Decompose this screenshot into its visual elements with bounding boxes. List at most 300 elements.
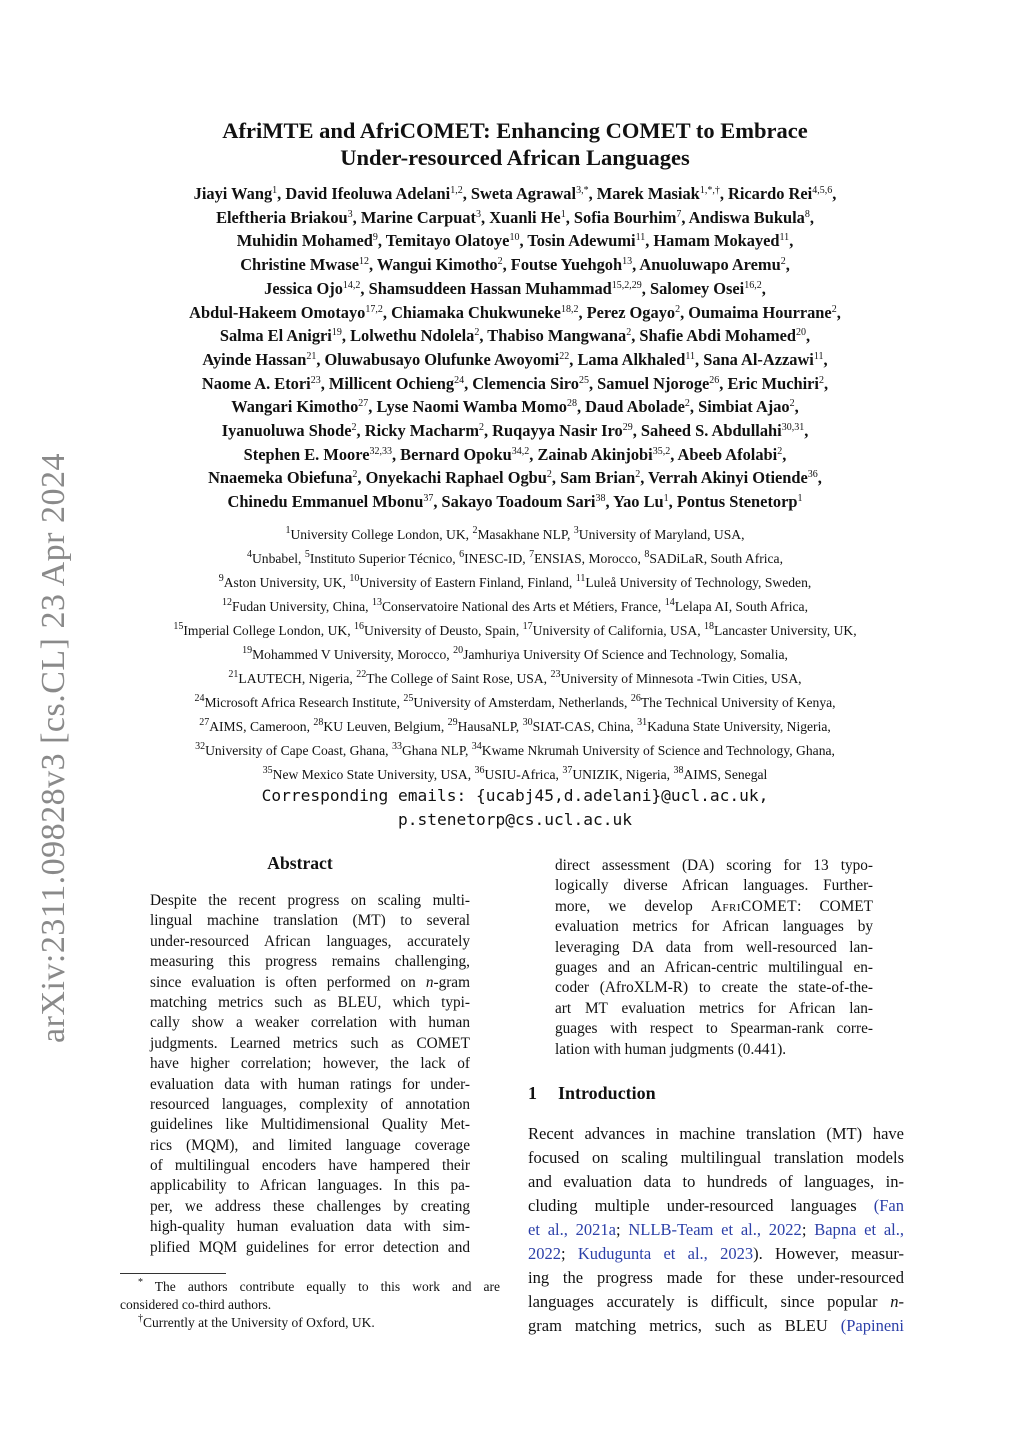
footnotes bbox=[120, 1278, 500, 1332]
abstract-line-text: since evaluation is often performed on bbox=[150, 973, 426, 991]
affiliation-mark: 18,2 bbox=[560, 303, 579, 315]
affiliation-number: 23 bbox=[550, 669, 561, 680]
affiliation-mark: 2 bbox=[831, 303, 837, 315]
author-name: , Simbiat Ajao bbox=[689, 397, 790, 417]
affiliation-mark: 10 bbox=[509, 232, 520, 244]
footnote-2 bbox=[120, 1314, 500, 1332]
author-name: , Sakayo Toadoum Sari bbox=[433, 492, 596, 512]
affiliation-mark: 1,*,† bbox=[699, 185, 720, 196]
affiliation-mark: 9 bbox=[372, 232, 378, 244]
affiliation-number: 30 bbox=[522, 717, 533, 728]
corresponding-emails bbox=[120, 784, 910, 832]
affiliation-number: 26 bbox=[630, 693, 641, 704]
affiliation-mark: 24 bbox=[454, 374, 465, 386]
affiliation-text: Ghana NLP, bbox=[401, 743, 472, 758]
affiliation-mark: 1 bbox=[560, 208, 566, 220]
affiliation-list bbox=[110, 523, 920, 787]
abstract-line: applicability to African languages. In this pa- bbox=[150, 1177, 470, 1195]
affiliation-line bbox=[110, 595, 920, 619]
footnote-mark: † bbox=[138, 1313, 143, 1324]
author-name: , Oluwabusayo Olufunke Awoyomi bbox=[316, 349, 560, 369]
affiliation-number: 35 bbox=[262, 765, 273, 776]
affiliation-text: INESC-ID, bbox=[464, 551, 530, 566]
abstract-line-text: : COMET bbox=[797, 897, 873, 915]
author-name: , Abeeb Afolabi bbox=[670, 444, 778, 464]
affiliation-text: Instituto Superior Técnico, bbox=[309, 551, 460, 566]
author-name: , bbox=[836, 302, 841, 322]
intro-text: ; bbox=[561, 1243, 578, 1263]
abstract-line: per, we address these challenges by creating bbox=[150, 1197, 470, 1215]
author-name: , Clemencia Siro bbox=[464, 373, 579, 393]
abstract-line: cally show a weaker correlation with human bbox=[150, 1014, 470, 1032]
affiliation-mark: 38 bbox=[595, 493, 606, 505]
paper-title bbox=[120, 117, 910, 171]
author-list bbox=[112, 182, 918, 514]
affiliation-mark: 19 bbox=[331, 327, 342, 339]
author-name: , Thabiso Mangwana bbox=[479, 326, 627, 346]
affiliation-mark: 2 bbox=[626, 327, 632, 339]
author-name: , Lama Alkhaled bbox=[569, 349, 686, 369]
author-name: , Lyse Naomi Wamba Momo bbox=[368, 397, 567, 417]
affiliation-line bbox=[110, 619, 920, 643]
footnote-1-line-1 bbox=[120, 1278, 500, 1296]
affiliation-text: University College London, UK, bbox=[290, 527, 473, 542]
affiliation-text: University of Deusto, Spain, bbox=[364, 623, 523, 638]
affiliation-number: 37 bbox=[562, 765, 573, 776]
arxiv-identifier-text: arXiv:2311.09828v3 [cs.CL] 23 Apr 2024 bbox=[35, 452, 73, 1044]
affiliation-line bbox=[110, 643, 920, 667]
abstract-line-text: -gram bbox=[433, 973, 470, 991]
footnote-mark: * bbox=[138, 1277, 143, 1288]
footnote-text: Currently at the University of Oxford, UK. bbox=[143, 1315, 375, 1330]
affiliation-number: 32 bbox=[195, 741, 206, 752]
affiliation-text: LAUTECH, Nigeria, bbox=[238, 671, 357, 686]
affiliation-text: The College of Saint Rose, USA, bbox=[366, 671, 551, 686]
affiliation-mark: 2 bbox=[351, 422, 357, 434]
intro-line: focused on scaling multilingual translation models bbox=[528, 1147, 904, 1167]
author-name: Abdul-Hakeem Omotayo bbox=[189, 302, 366, 322]
author-line bbox=[112, 348, 918, 372]
author-name: , Saheed S. Abdullahi bbox=[632, 421, 782, 441]
introduction-text bbox=[528, 1122, 904, 1338]
affiliation-mark: 27 bbox=[358, 398, 369, 410]
affiliation-number: 13 bbox=[371, 597, 382, 608]
abstract-text-left bbox=[150, 891, 470, 1258]
affiliation-line bbox=[110, 739, 920, 763]
affiliation-text: AIMS, Cameroon, bbox=[209, 719, 314, 734]
citation-link[interactable]: (Fan bbox=[873, 1195, 904, 1215]
author-name: , bbox=[809, 207, 814, 227]
intro-text: cluding multiple under-resourced languages bbox=[528, 1195, 874, 1215]
author-name: , Lolwethu Ndolela bbox=[341, 326, 475, 346]
affiliation-line bbox=[110, 691, 920, 715]
affiliation-number: 31 bbox=[637, 717, 648, 728]
author-line bbox=[112, 466, 918, 490]
affiliation-mark: 34,2 bbox=[511, 445, 530, 457]
affiliation-number: 19 bbox=[242, 645, 253, 656]
abstract-line: plified MQM guidelines for error detection and bbox=[150, 1238, 470, 1256]
affiliation-number: 33 bbox=[391, 741, 402, 752]
math-variable: n bbox=[425, 973, 434, 991]
affiliation-number: 17 bbox=[522, 621, 533, 632]
affiliation-number: 2 bbox=[472, 525, 478, 536]
affiliation-mark: 2 bbox=[352, 469, 358, 481]
author-line bbox=[112, 229, 918, 253]
affiliation-text: KU Leuven, Belgium, bbox=[323, 719, 448, 734]
footnote-1-line-2: considered co-third authors. bbox=[120, 1297, 272, 1312]
affiliation-text: University of Amsterdam, Netherlands, bbox=[413, 695, 631, 710]
author-name: , Xuanli He bbox=[481, 207, 561, 227]
author-name: , bbox=[794, 397, 799, 417]
abstract-line: direct assessment (DA) scoring for 13 typo- bbox=[555, 857, 873, 874]
abstract-line: under-resourced African languages, accurately bbox=[150, 932, 470, 950]
affiliation-mark: 14,2 bbox=[342, 279, 361, 291]
author-name: , Samuel Njoroge bbox=[588, 373, 710, 393]
section-heading-introduction bbox=[528, 1081, 904, 1105]
affiliation-mark: 28 bbox=[566, 398, 577, 410]
affiliation-line bbox=[110, 571, 920, 595]
author-name: , Eric Muchiri bbox=[719, 373, 819, 393]
author-name: , bbox=[804, 421, 809, 441]
author-name: , Bernard Opoku bbox=[391, 444, 512, 464]
affiliation-line bbox=[110, 523, 920, 547]
abstract-line: matching metrics such as BLEU, which typi- bbox=[150, 993, 470, 1011]
author-name: Salma El Anigri bbox=[219, 326, 332, 346]
affiliation-number: 12 bbox=[222, 597, 233, 608]
affiliation-number: 5 bbox=[304, 549, 310, 560]
affiliation-mark: 3 bbox=[347, 208, 353, 220]
author-name: , Foutse Yuehgoh bbox=[502, 255, 623, 275]
affiliation-text: University of California, USA, bbox=[532, 623, 705, 638]
affiliation-line bbox=[110, 547, 920, 571]
author-line bbox=[112, 372, 918, 396]
affiliation-number: 3 bbox=[573, 525, 579, 536]
affiliation-text: New Mexico State University, USA, bbox=[272, 767, 475, 782]
affiliation-number: 24 bbox=[194, 693, 205, 704]
citation-link[interactable]: Bapna et al., bbox=[814, 1219, 905, 1239]
abstract-line: evaluation data with human ratings for under- bbox=[150, 1075, 470, 1093]
author-name: , Zainab Akinjobi bbox=[529, 444, 653, 464]
affiliation-text: Lelapa AI, South Africa, bbox=[674, 599, 808, 614]
affiliation-mark: 29 bbox=[622, 422, 633, 434]
affiliation-text: Kaduna State University, Nigeria, bbox=[647, 719, 831, 734]
abstract-line: logically diverse African languages. Further- bbox=[555, 877, 873, 895]
affiliation-number: 18 bbox=[704, 621, 715, 632]
author-name: , Ruqayya Nasir Iro bbox=[483, 421, 623, 441]
author-name: , bbox=[785, 255, 790, 275]
affiliation-mark: 2 bbox=[478, 422, 484, 434]
author-line bbox=[112, 277, 918, 301]
author-name: , bbox=[832, 184, 837, 203]
abstract-text-right bbox=[555, 856, 873, 1060]
affiliation-number: 22 bbox=[356, 669, 367, 680]
author-name: , Andiswa Bukula bbox=[681, 207, 805, 227]
abstract-line: leveraging DA data from well-resourced lan- bbox=[555, 938, 873, 956]
affiliation-text: University of Minnesota -Twin Cities, USA, bbox=[560, 671, 802, 686]
abstract-line: guidelines like Multidimensional Quality Met- bbox=[150, 1116, 470, 1134]
affiliation-mark: 2 bbox=[675, 303, 681, 315]
author-name: Jessica Ojo bbox=[264, 278, 343, 298]
author-name: , Pontus Stenetorp bbox=[668, 492, 798, 512]
affiliation-mark: 2 bbox=[474, 327, 480, 339]
author-name: , Onyekachi Raphael Ogbu bbox=[357, 468, 547, 488]
affiliation-number: 16 bbox=[354, 621, 365, 632]
affiliation-mark: 4,5,6 bbox=[812, 185, 833, 196]
author-name: Naome A. Etori bbox=[201, 373, 311, 393]
author-name: , Hamam Mokayed bbox=[645, 231, 780, 251]
affiliation-mark: 36 bbox=[807, 469, 818, 481]
affiliation-mark: 2 bbox=[546, 469, 552, 481]
affiliation-mark: 13 bbox=[622, 256, 633, 268]
affiliation-number: 9 bbox=[218, 573, 224, 584]
affiliation-mark: 2 bbox=[684, 398, 690, 410]
author-name: , Ricky Macharm bbox=[356, 421, 479, 441]
author-name: Wangari Kimotho bbox=[231, 397, 359, 417]
author-name: , bbox=[761, 278, 766, 298]
affiliation-mark: 20 bbox=[796, 327, 807, 339]
affiliation-number: 29 bbox=[447, 717, 458, 728]
affiliation-mark: 8 bbox=[804, 208, 810, 220]
affiliation-mark: 30,31 bbox=[781, 422, 805, 434]
citation-link[interactable]: Kudugunta et al., 2023 bbox=[577, 1243, 754, 1263]
abstract-line bbox=[555, 897, 873, 917]
author-name: , bbox=[789, 231, 794, 251]
affiliation-mark: 11 bbox=[813, 350, 824, 362]
intro-text: gram matching metrics, such as BLEU bbox=[528, 1315, 841, 1335]
intro-text: ; bbox=[615, 1219, 629, 1239]
affiliation-mark: 2 bbox=[819, 374, 824, 386]
affiliation-mark: 35,2 bbox=[652, 445, 671, 457]
affiliation-mark: 11 bbox=[635, 232, 646, 244]
author-name: , Yao Lu bbox=[605, 492, 664, 512]
affiliation-text: Aston University, UK, bbox=[223, 575, 350, 590]
citation-link[interactable]: (Papineni bbox=[840, 1315, 904, 1335]
affiliation-text: SIAT-CAS, China, bbox=[532, 719, 638, 734]
affiliation-mark: 7 bbox=[676, 208, 682, 220]
arxiv-identifier bbox=[34, 438, 74, 1058]
affiliation-mark: 2 bbox=[635, 469, 641, 481]
affiliation-mark: 15,2,29 bbox=[611, 279, 642, 291]
africomet-name: AfriCOMET bbox=[710, 897, 798, 915]
affiliation-mark: 1 bbox=[663, 493, 669, 505]
affiliation-text: Kwame Nkrumah University of Science and Technology, Ghana, bbox=[481, 743, 835, 758]
author-line bbox=[112, 301, 918, 325]
affiliation-mark: 25 bbox=[578, 374, 589, 386]
affiliation-number: 20 bbox=[453, 645, 464, 656]
author-name: Ayinde Hassan bbox=[202, 349, 307, 369]
math-variable: n bbox=[890, 1291, 899, 1311]
author-line bbox=[112, 253, 918, 277]
author-name: , Sana Al-Azzawi bbox=[695, 349, 814, 369]
affiliation-mark: 17,2 bbox=[365, 303, 383, 315]
affiliation-text: SADiLaR, South Africa, bbox=[649, 551, 783, 566]
affiliation-line bbox=[110, 667, 920, 691]
affiliation-mark: 37 bbox=[423, 493, 434, 505]
affiliation-mark: 21 bbox=[306, 350, 317, 362]
affiliation-text: The Technical University of Kenya, bbox=[640, 695, 836, 710]
affiliation-text: University of Cape Coast, Ghana, bbox=[205, 743, 392, 758]
author-name: , Verrah Akinyi Otiende bbox=[640, 468, 808, 488]
author-name: , bbox=[817, 468, 822, 488]
affiliation-text: University of Maryland, USA, bbox=[578, 527, 745, 542]
affiliation-text: Conservatoire National des Arts et Métiers, France, bbox=[381, 599, 665, 614]
citation-link[interactable]: et al., 2021a bbox=[528, 1219, 616, 1239]
affiliation-number: 14 bbox=[664, 597, 675, 608]
intro-text: languages accurately is difficult, since popular bbox=[528, 1291, 891, 1311]
affiliation-mark: 22 bbox=[559, 350, 570, 362]
intro-line bbox=[528, 1314, 904, 1338]
intro-line: and evaluation data to hundreds of languages, in- bbox=[528, 1171, 904, 1191]
abstract-line: Despite the recent progress on scaling multi- bbox=[150, 892, 470, 909]
affiliation-line bbox=[110, 715, 920, 739]
author-name: , Anuoluwapo Aremu bbox=[632, 255, 781, 275]
author-name: , Oumaima Hourrane bbox=[680, 302, 832, 322]
footnote-divider bbox=[120, 1273, 226, 1274]
affiliation-number: 34 bbox=[471, 741, 482, 752]
author-name: Eleftheria Briakou bbox=[216, 207, 348, 227]
author-line bbox=[112, 206, 918, 230]
author-name: Stephen E. Moore bbox=[243, 444, 370, 464]
abstract-line: judgments. Learned metrics such as COMET bbox=[150, 1034, 470, 1052]
abstract-line: high-quality human evaluation data with sim- bbox=[150, 1218, 470, 1236]
author-name: , Perez Ogayo bbox=[578, 302, 676, 322]
intro-line: Recent advances in machine translation (MT) have bbox=[528, 1123, 904, 1143]
affiliation-text: Masakhane NLP, bbox=[477, 527, 574, 542]
affiliation-mark: 1 bbox=[797, 493, 803, 505]
abstract-line: of multilingual encoders have hampered their bbox=[150, 1157, 470, 1175]
author-name: , Sam Brian bbox=[551, 468, 636, 488]
affiliation-text: Jamhuriya University Of Science and Technology, Somalia, bbox=[463, 647, 788, 662]
affiliation-text: ENSIAS, Morocco, bbox=[534, 551, 645, 566]
affiliation-number: 21 bbox=[228, 669, 239, 680]
affiliation-mark: 2 bbox=[777, 445, 783, 457]
author-line bbox=[112, 395, 918, 419]
abstract-line: resourced languages, complexity of annotation bbox=[150, 1095, 470, 1113]
affiliation-mark: 2 bbox=[780, 256, 786, 268]
author-line bbox=[112, 443, 918, 467]
abstract-line: guages with respect to Spearman-rank corre- bbox=[555, 1020, 873, 1038]
abstract-line: have higher correlation; however, the lack of bbox=[150, 1055, 470, 1073]
abstract-heading: Abstract bbox=[267, 853, 333, 873]
author-name: , Salomey Osei bbox=[641, 278, 745, 298]
abstract-line: lation with human judgments (0.441). bbox=[555, 1040, 787, 1058]
citation-link[interactable]: NLLB-Team et al., 2022 bbox=[628, 1219, 802, 1239]
abstract-line: coder (AfroXLM-R) to create the state-of-the- bbox=[555, 979, 873, 997]
author-name: , Shafie Abdi Mohamed bbox=[631, 326, 797, 346]
abstract-line-text: more, we develop bbox=[555, 897, 711, 915]
author-name: Jiayi Wang bbox=[193, 184, 273, 203]
affiliation-text: Fudan University, China, bbox=[232, 599, 372, 614]
abstract-line: guages and an African-centric multilingual en- bbox=[555, 958, 873, 976]
affiliation-mark: 16,2 bbox=[744, 279, 762, 291]
title-line-2: Under-resourced African Languages bbox=[340, 145, 690, 170]
author-name: , Temitayo Olatoye bbox=[377, 231, 510, 251]
affiliation-number: 28 bbox=[313, 717, 324, 728]
author-name: Christine Mwase bbox=[240, 255, 360, 275]
author-name: , Millicent Ochieng bbox=[320, 373, 455, 393]
affiliation-mark: 3 bbox=[476, 208, 482, 220]
intro-line: ing the progress made for these under-resourced bbox=[528, 1267, 904, 1287]
title-line-1: AfriMTE and AfriCOMET: Enhancing COMET to Embrace bbox=[222, 118, 808, 143]
affiliation-text: AIMS, Senegal bbox=[683, 767, 768, 782]
affiliation-mark: 2 bbox=[789, 398, 795, 410]
intro-line bbox=[528, 1218, 904, 1242]
author-name: , Wangui Kimotho bbox=[369, 255, 498, 275]
author-name: , bbox=[823, 349, 828, 369]
affiliation-mark: 3,* bbox=[576, 185, 589, 196]
intro-line bbox=[528, 1194, 904, 1218]
affiliation-text: Lancaster University, UK, bbox=[714, 623, 857, 638]
author-name: , Shamsuddeen Hassan Muhammad bbox=[360, 278, 612, 298]
affiliation-text: Imperial College London, UK, bbox=[183, 623, 355, 638]
author-name: , Marine Carpuat bbox=[352, 207, 477, 227]
affiliation-mark: 26 bbox=[709, 374, 720, 386]
author-name: Muhidin Mohamed bbox=[236, 231, 373, 251]
author-name: , Chiamaka Chukwuneke bbox=[382, 302, 561, 322]
author-line bbox=[112, 490, 918, 514]
affiliation-number: 7 bbox=[529, 549, 535, 560]
left-column bbox=[150, 853, 470, 1258]
affiliation-mark: 12 bbox=[359, 256, 370, 268]
affiliation-number: 1 bbox=[285, 525, 291, 536]
emails-line-1: Corresponding emails: {ucabj45,d.adelani}@ucl.ac.uk, bbox=[261, 786, 769, 805]
affiliation-number: 15 bbox=[173, 621, 184, 632]
affiliation-mark: 11 bbox=[779, 232, 790, 244]
affiliation-text: UNIZIK, Nigeria, bbox=[572, 767, 674, 782]
abstract-line: art MT evaluation metrics for African lan- bbox=[555, 999, 873, 1017]
affiliation-text: University of Eastern Finland, Finland, bbox=[359, 575, 576, 590]
intro-line bbox=[528, 1242, 904, 1266]
affiliation-text: Luleå University of Technology, Sweden, bbox=[585, 575, 812, 590]
author-name: , Marek Masiak bbox=[588, 184, 700, 203]
affiliation-number: 11 bbox=[575, 573, 586, 584]
affiliation-mark: 11 bbox=[685, 350, 696, 362]
affiliation-text: USIU-Africa, bbox=[484, 767, 563, 782]
section-number: 1 bbox=[528, 1082, 537, 1103]
affiliation-mark: 1,2 bbox=[450, 185, 463, 196]
affiliation-number: 36 bbox=[474, 765, 485, 776]
intro-text: - bbox=[898, 1291, 904, 1311]
affiliation-number: 27 bbox=[199, 717, 210, 728]
author-line bbox=[112, 324, 918, 348]
intro-text: ; bbox=[801, 1219, 815, 1239]
abstract-line: rics (MQM), and limited language coverage bbox=[150, 1136, 470, 1154]
intro-text: ). However, measur- bbox=[753, 1243, 904, 1263]
right-column bbox=[528, 856, 904, 1338]
affiliation-text: Mohammed V University, Morocco, bbox=[252, 647, 454, 662]
affiliation-text: Unbabel, bbox=[251, 551, 305, 566]
author-name: , bbox=[824, 373, 829, 393]
author-name: , David Ifeoluwa Adelani bbox=[277, 184, 451, 203]
affiliation-number: 38 bbox=[673, 765, 684, 776]
affiliation-number: 25 bbox=[403, 693, 414, 704]
author-name: Iyanuoluwa Shode bbox=[221, 421, 352, 441]
footnote-text: The authors contribute equally to this work and are bbox=[154, 1279, 500, 1294]
affiliation-mark: 23 bbox=[310, 374, 321, 386]
affiliation-number: 6 bbox=[459, 549, 465, 560]
affiliation-mark: 1 bbox=[272, 185, 278, 196]
author-name: , Sweta Agrawal bbox=[462, 184, 577, 203]
affiliation-text: HausaNLP, bbox=[457, 719, 523, 734]
citation-link[interactable]: 2022 bbox=[528, 1243, 561, 1263]
abstract-line: measuring this progress remains challenging, bbox=[150, 953, 470, 971]
author-line bbox=[112, 419, 918, 443]
intro-line bbox=[528, 1290, 904, 1314]
author-name: , bbox=[782, 444, 787, 464]
author-name: , Ricardo Rei bbox=[719, 184, 813, 203]
affiliation-number: 10 bbox=[349, 573, 360, 584]
abstract-line: lingual machine translation (MT) to several bbox=[150, 912, 470, 930]
